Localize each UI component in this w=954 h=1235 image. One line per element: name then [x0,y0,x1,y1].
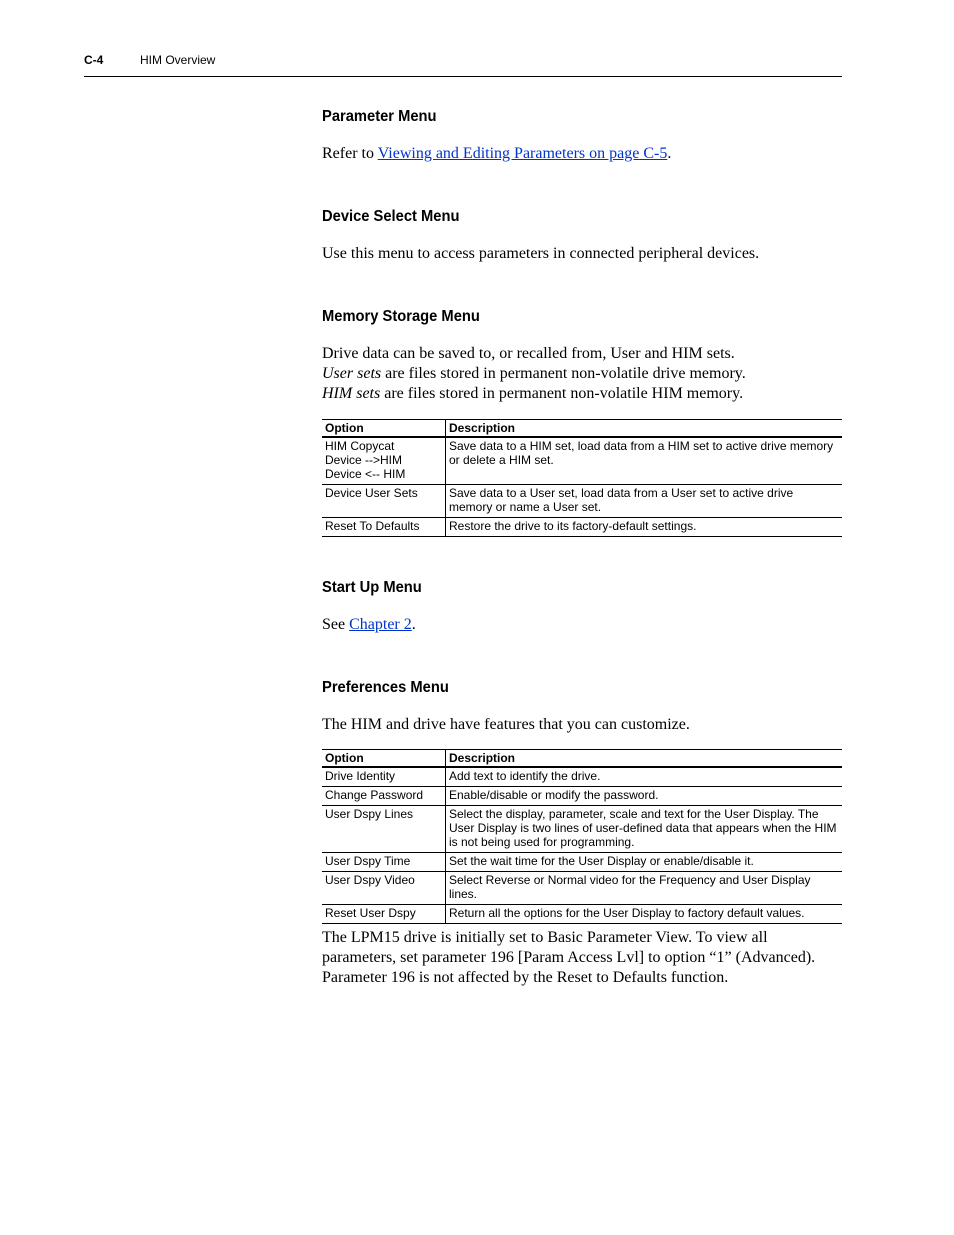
preferences-menu-heading: Preferences Menu [322,679,449,696]
table-row [322,767,842,787]
table-row [322,437,842,485]
option-cell: Reset User Dspy [322,905,446,924]
start-up-menu-heading: Start Up Menu [322,579,422,596]
memory-storage-menu-text: Drive data can be saved to, or recalled from, User and HIM sets. User sets are files stored in permanent non-volatile drive memory. HIM sets are files stored in permanent non-volatile HIM memory. [322,345,746,402]
preferences-table [322,749,842,924]
table-row [322,485,842,518]
option-cell: Reset To Defaults [322,518,446,537]
table-row [322,806,842,853]
device-select-menu-heading: Device Select Menu [322,208,460,225]
memory-storage-table [322,419,842,537]
viewing-editing-parameters-link[interactable]: Viewing and Editing Parameters on page C-5 [377,145,668,162]
column-header-option: Option [322,420,446,438]
column-header-description: Description [446,750,843,768]
column-header-description: Description [446,420,843,438]
description-cell: Return all the options for the User Display to factory default values. [446,905,843,924]
table-row [322,518,842,537]
option-cell: Change Password [322,787,446,806]
parameter-menu-text: Refer to Viewing and Editing Parameters on page C-5. [322,145,672,162]
table-row [322,905,842,924]
description-cell: Add text to identify the drive. [446,767,843,787]
option-cell: Device User Sets [322,485,446,518]
description-cell: Restore the drive to its factory-default settings. [446,518,843,537]
description-cell: Select Reverse or Normal video for the Frequency and User Display lines. [446,872,843,905]
description-cell: Save data to a HIM set, load data from a HIM set to active drive memory or delete a HIM set. [446,437,843,485]
description-cell: Save data to a User set, load data from a User set to active drive memory or name a User set. [446,485,843,518]
description-cell: Set the wait time for the User Display or enable/disable it. [446,853,843,872]
option-cell: Drive Identity [322,767,446,787]
memory-storage-menu-heading: Memory Storage Menu [322,308,480,325]
table-row [322,853,842,872]
option-cell: User Dspy Time [322,853,446,872]
column-header-option: Option [322,750,446,768]
chapter-2-link[interactable]: Chapter 2 [349,616,412,633]
device-select-menu-text: Use this menu to access parameters in connected peripheral devices. [322,245,760,262]
table-row [322,787,842,806]
option-cell: User Dspy Lines [322,806,446,853]
option-cell: HIM Copycat Device -->HIM Device <-- HIM [322,437,446,485]
table-row [322,872,842,905]
option-cell: User Dspy Video [322,872,446,905]
start-up-menu-text: See Chapter 2. [322,616,416,633]
description-cell: Select the display, parameter, scale and text for the User Display. The User Display is two lines of user-defined data that appears when the HIM is not being used for programming. [446,806,843,853]
running-header-title: HIM Overview [140,53,216,67]
description-cell: Enable/disable or modify the password. [446,787,843,806]
page-header [84,52,842,77]
preferences-menu-text: The HIM and drive have features that you can customize. [322,716,690,733]
closing-paragraph: The LPM15 drive is initially set to Basic Parameter View. To view all parameters, set parameter 196 [Param Access Lvl] to option “1” (Advanced). Parameter 196 is not affected by the Reset to Defaults function. [322,929,816,986]
parameter-menu-heading: Parameter Menu [322,108,437,125]
page-number: C-4 [84,53,104,67]
